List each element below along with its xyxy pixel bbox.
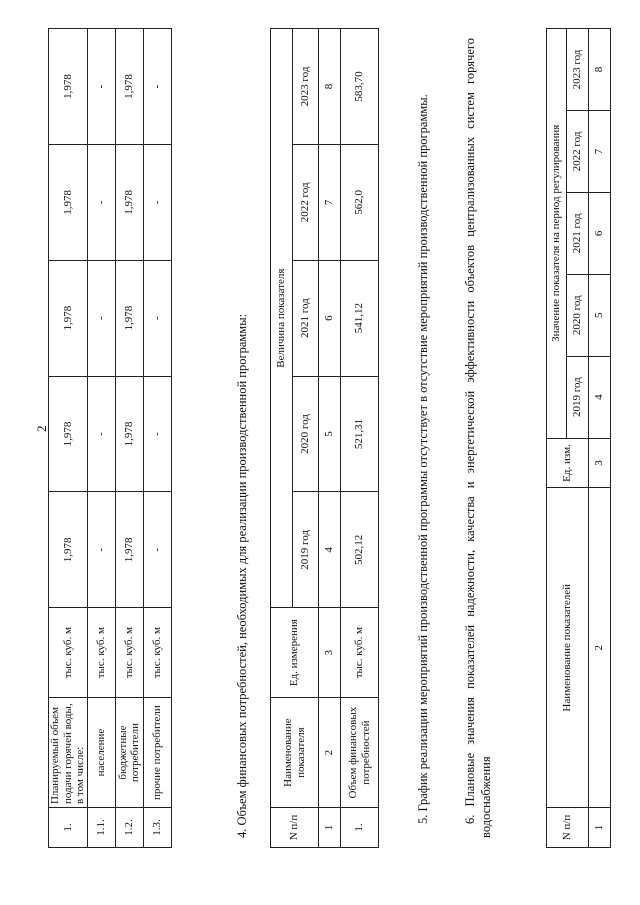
header-group: Значение показателя на период регулирования [547, 29, 567, 439]
header-unit: Ед. изм. [547, 438, 589, 488]
value-cell: 1,978 [49, 29, 88, 145]
value-cell: - [87, 29, 115, 145]
year-header: 2022 год [567, 110, 589, 192]
year-header: 2019 год [293, 492, 319, 608]
table-row [341, 29, 379, 848]
row-number: 1. [341, 808, 379, 848]
header-name: Наименование показателя [271, 698, 319, 808]
value-cell: 1,978 [115, 260, 143, 376]
value-cell: - [87, 376, 115, 492]
row-unit: тыс. куб. м [341, 608, 379, 698]
header-unit: Ед. измерения [271, 608, 319, 698]
value-cell: 1,978 [115, 376, 143, 492]
table-row [115, 29, 143, 848]
value-cell: 1,978 [49, 376, 88, 492]
index-row [319, 29, 341, 848]
row-unit: тыс. куб. м [87, 608, 115, 698]
indicators-table [546, 28, 611, 848]
row-unit: тыс. куб. м [143, 608, 171, 698]
value-cell: - [143, 492, 171, 608]
row-unit: тыс. куб. м [49, 608, 88, 698]
row-number: 1.1. [87, 808, 115, 848]
index-row [589, 29, 611, 848]
value-cell: 562,0 [341, 144, 379, 260]
index-cell: 4 [319, 492, 341, 608]
financial-needs-table [270, 28, 379, 848]
header-num: N п/п [547, 808, 589, 848]
value-cell: 1,978 [49, 492, 88, 608]
row-name: бюджетные потребители [115, 698, 143, 808]
value-cell: 1,978 [49, 144, 88, 260]
value-cell: 521,31 [341, 376, 379, 492]
value-cell: 541,12 [341, 260, 379, 376]
index-cell: 3 [589, 438, 611, 488]
index-cell: 5 [319, 376, 341, 492]
year-header: 2020 год [567, 274, 589, 356]
value-cell: - [87, 492, 115, 608]
row-number: 1.3. [143, 808, 171, 848]
section-6-heading: 6. Плановые значения показателей надежности, качества и энергетической эффективности объектов централизованных систем горячего водоснабжения [463, 38, 494, 838]
index-cell: 7 [319, 144, 341, 260]
index-cell: 8 [319, 29, 341, 145]
value-cell: - [87, 260, 115, 376]
document-body [48, 28, 628, 848]
header-num: N п/п [271, 808, 319, 848]
header-name: Наименование показателей [547, 488, 589, 808]
row-name: прочие потребители [143, 698, 171, 808]
value-cell: 1,978 [115, 144, 143, 260]
value-cell: 1,978 [115, 29, 143, 145]
value-cell: 1,978 [115, 492, 143, 608]
value-cell: - [143, 260, 171, 376]
value-cell: - [143, 144, 171, 260]
year-header: 2023 год [567, 29, 589, 111]
header-row [271, 29, 293, 848]
index-cell: 2 [589, 488, 611, 808]
row-name: Объем финансовых потребностей [341, 698, 379, 808]
value-cell: 583,70 [341, 29, 379, 145]
index-cell: 6 [319, 260, 341, 376]
index-cell: 8 [589, 29, 611, 111]
value-cell: 502,12 [341, 492, 379, 608]
planned-volume-table [48, 28, 172, 848]
year-header: 2022 год [293, 144, 319, 260]
page-number: 2 [34, 425, 49, 432]
index-cell: 1 [589, 808, 611, 848]
section-4-heading: 4. Объем финансовых потребностей, необходимых для реализации производственной программы: [235, 313, 249, 838]
table-row [143, 29, 171, 848]
table-row [49, 29, 88, 848]
index-cell: 7 [589, 110, 611, 192]
header-row [547, 29, 567, 848]
index-cell: 1 [319, 808, 341, 848]
row-number: 1.2. [115, 808, 143, 848]
year-header: 2021 год [567, 192, 589, 274]
value-cell: - [143, 376, 171, 492]
value-cell: 1,978 [49, 260, 88, 376]
section-5-text: 5. График реализации мероприятий производственной программы отсутствует в отсутствие мероприятий производственной программы. [416, 94, 430, 824]
value-cell: - [143, 29, 171, 145]
row-name: Планируемый объем подачи горячей воды, в том числе: [49, 698, 88, 808]
year-header: 2021 год [293, 260, 319, 376]
row-name: население [87, 698, 115, 808]
header-group: Величина показателя [271, 29, 293, 608]
index-cell: 4 [589, 356, 611, 438]
value-cell: - [87, 144, 115, 260]
index-cell: 5 [589, 274, 611, 356]
row-number: 1. [49, 808, 88, 848]
table-row [87, 29, 115, 848]
year-header: 2019 год [567, 356, 589, 438]
year-header: 2020 год [293, 376, 319, 492]
index-cell: 3 [319, 608, 341, 698]
row-unit: тыс. куб. м [115, 608, 143, 698]
index-cell: 2 [319, 698, 341, 808]
year-header: 2023 год [293, 29, 319, 145]
index-cell: 6 [589, 192, 611, 274]
